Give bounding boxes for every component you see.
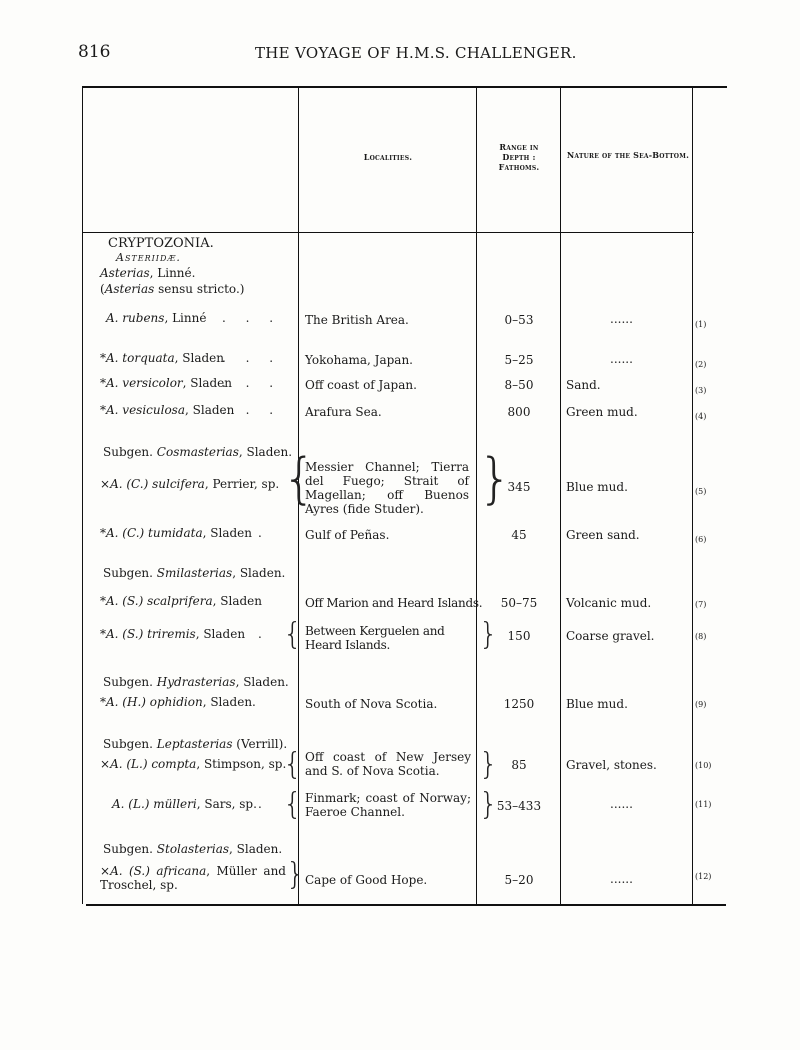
footnote-ref: (1) [695,320,707,329]
sea-bottom: ...... [610,872,633,886]
footnote-ref: (4) [695,412,707,421]
footnote-ref: (3) [695,386,707,395]
species-name: A. (L.) mülleri, Sars, sp. [112,797,257,811]
running-title: THE VOYAGE OF H.M.S. CHALLENGER. [255,44,577,62]
locality: The British Area. [305,313,409,327]
subgenus-hydrasterias: Subgen. Hydrasterias, Sladen. [103,675,289,689]
sea-bottom: Green sand. [566,528,640,542]
depth: 1250 [503,697,535,711]
locality: Off coast of New Jersey and S. of Nova Scotia. [305,750,471,778]
leader-dots: . [258,526,270,540]
page-number: 816 [78,42,111,62]
species-name: *A. torquata, Sladen [100,351,224,365]
species-name: ×A. (S.) africana, Müller and Troschel, sp. [100,864,286,892]
leader-dots: . . . [222,376,282,390]
species-name: *A. (H.) ophidion, Sladen. [100,695,256,709]
locality: Messier Channel; Tierra del Fuego; Strait of Magellan; off Buenos Ayres (fide Studer). [305,460,469,516]
depth: 345 [507,480,531,494]
genus-sense-label: Asterias [104,282,155,296]
table-bottom-rule [86,904,726,906]
subgenus-smilasterias: Subgen. Smilasterias, Sladen. [103,566,286,580]
brace-left-icon: { [283,617,303,652]
depth: 5–25 [504,353,534,367]
genus-title [100,266,195,280]
footnote-ref: (11) [695,800,712,809]
footnote-ref: (9) [695,700,707,709]
depth: 0–53 [504,313,534,327]
subgenus-leptasterias: Subgen. Leptasterias (Verrill). [103,737,288,751]
col-rule-bottom [692,86,693,904]
sea-bottom: Sand. [566,378,601,392]
sea-bottom: Blue mud. [566,480,628,494]
footnote-ref: (8) [695,632,707,641]
table-top-rule [82,86,727,88]
locality: Yokohama, Japan. [305,353,413,367]
brace-right-icon: } [479,617,499,652]
footnote-ref: (12) [695,872,712,881]
locality: Gulf of Peñas. [305,528,390,542]
locality: Cape of Good Hope. [305,873,428,887]
brace-right-icon: } [478,447,513,510]
sea-bottom: Gravel, stones. [566,758,657,772]
brace-left-icon: { [283,787,303,822]
species-name: *A. vesiculosa, Sladen [100,403,235,417]
depth: 5–20 [504,873,534,887]
leader-dots: . [258,627,270,641]
brace-right-icon: } [479,747,499,782]
footnote-ref: (2) [695,360,707,369]
species-name: *A. (C.) tumidata, Sladen [100,526,252,540]
species-name: ×A. (C.) sulcifera, Perrier, sp. [100,477,280,491]
subgenus-stolasterias: Subgen. Stolasterias, Sladen. [103,842,283,856]
brace-left-icon: { [283,747,303,782]
depth: 150 [507,629,531,643]
header-depth: Range in Depth : Fathoms. [498,142,540,172]
sea-bottom: Blue mud. [566,697,628,711]
locality: Finmark; coast of Norway; Faeroe Channel. [305,791,471,819]
sea-bottom: ...... [610,352,633,366]
depth: 53–433 [496,799,542,813]
species-name: *A. versicolor, Sladen [100,376,233,390]
subgenus-cosmasterias: Subgen. Cosmasterias, Sladen. [103,445,293,459]
genus-sense-text: sensu stricto.) [154,282,245,296]
genus-author: , Linné. [149,266,196,280]
locality: Between Kerguelen and Heard Islands. [305,624,445,652]
depth: 800 [507,405,531,419]
sea-bottom: Volcanic mud. [566,596,652,610]
footnote-ref: (5) [695,487,707,496]
sea-bottom: Green mud. [566,405,638,419]
depth: 50–75 [500,596,538,610]
species-name: A. rubens, Linné [106,311,207,325]
header-bottom: Nature of the Sea-Bottom. [566,150,690,160]
sea-bottom: Coarse gravel. [566,629,655,643]
locality: Off Marion and Heard Islands. [305,596,483,610]
brace-right-icon: } [286,857,306,892]
species-name: ×A. (L.) compta, Stimpson, sp. [100,757,287,771]
group-title: CRYPTOZONIA. [108,236,214,251]
species-name: *A. (S.) triremis, Sladen [100,627,246,641]
footnote-ref: (6) [695,535,707,544]
footnote-ref: (7) [695,600,707,609]
sea-bottom: ...... [610,797,633,811]
depth: 8–50 [504,378,534,392]
leader-dots: . . . [222,351,282,365]
leader-dots: . [258,797,270,811]
locality: South of Nova Scotia. [305,697,438,711]
sea-bottom: ...... [610,312,633,326]
depth: 45 [511,528,527,542]
table-left-rule [82,86,83,904]
species-name: *A. (S.) scalprifera, Sladen [100,594,262,608]
locality: Off coast of Japan. [305,378,417,392]
header-bottom-rule [82,232,694,233]
leader-dots: . . . [222,403,282,417]
depth: 85 [511,758,527,772]
genus-sense: (Asterias sensu stricto.) [100,282,245,296]
genus-name: Asterias [100,266,150,280]
header-localities: Localities. [363,152,413,162]
leader-dots: . . . [222,311,282,325]
brace-left-icon: { [282,447,317,510]
locality: Arafura Sea. [305,405,382,419]
family-title: Asteriidæ. [116,251,181,264]
col-rule-localities [476,86,477,904]
col-rule-depth [560,86,561,904]
brace-right-icon: } [479,787,499,822]
footnote-ref: (10) [695,761,712,770]
